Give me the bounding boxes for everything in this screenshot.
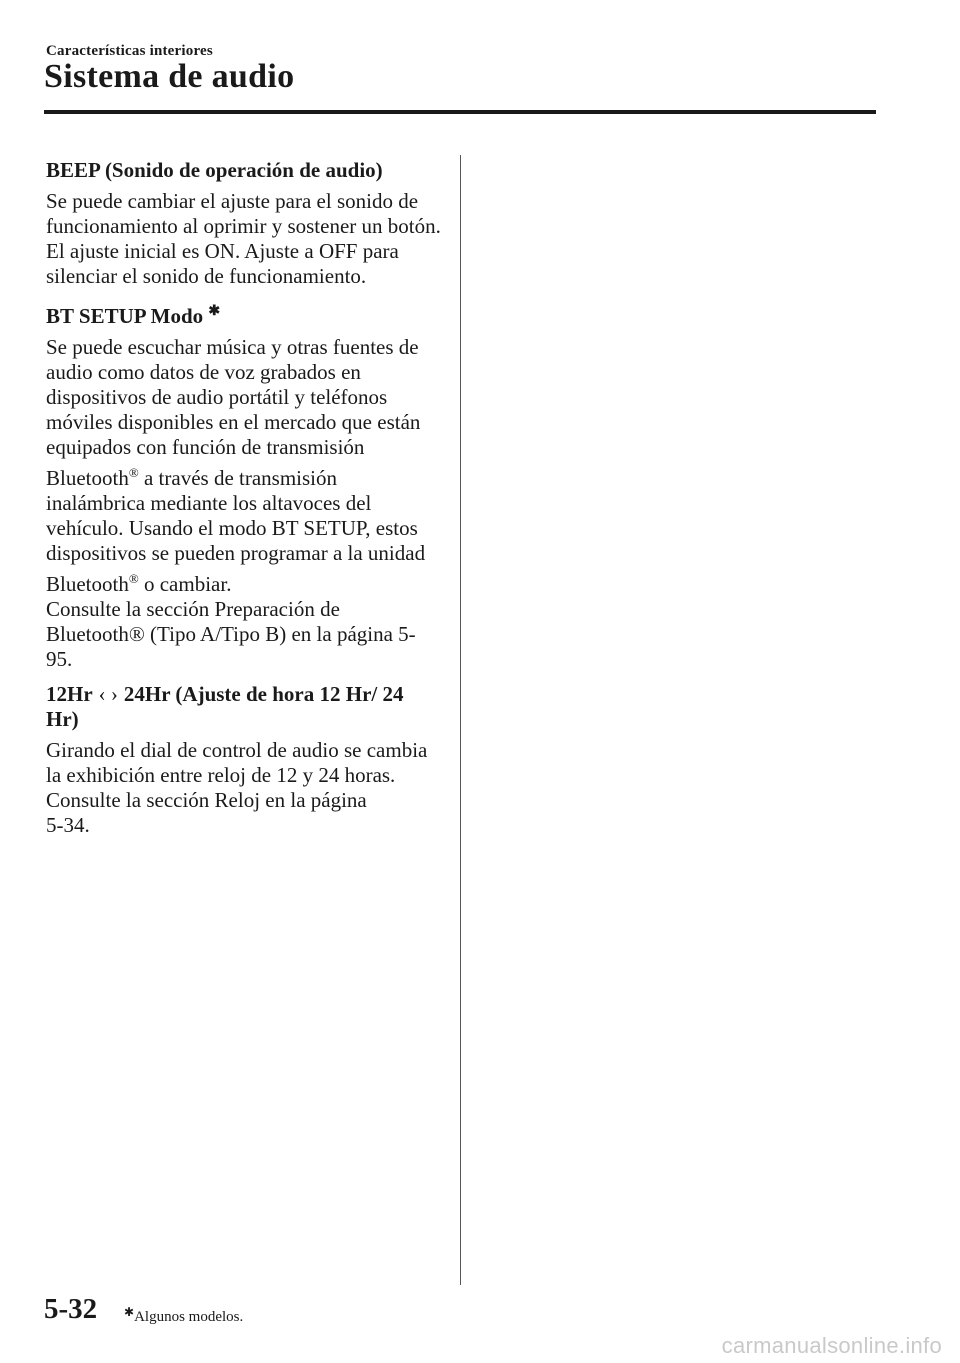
column-divider: [460, 155, 461, 1285]
bt-setup-ref-line1: Consulte la sección Preparación de: [46, 597, 340, 621]
page-number: 5-32: [44, 1293, 98, 1325]
beep-body: Se puede cambiar el ajuste para el sonido de funcionamiento al oprimir y sostener un botón. El ajuste inicial es ON. Ajuste a OFF para silenciar el sonido de funcionamiento.: [46, 189, 441, 288]
bt-setup-body-part2: a través de transmisión inalámbrica mediante los altavoces del vehículo. Usando el modo BT SETUP, estos dispositivos se pueden programar a la unidad Bluetooth: [46, 466, 426, 596]
bt-setup-body-part1: Se puede escuchar música y otras fuentes de audio como datos de voz grabados en dispositivos de audio portátil y teléfonos móviles disponibles en el mercado que están equipados con función de transmisión Bluetooth: [46, 335, 421, 490]
bt-setup-ref-line2: Bluetooth® (Tipo A/Tipo B) en la página 5-95.: [46, 622, 416, 671]
header-divider: [44, 110, 876, 114]
clock-body: Girando el dial de control de audio se cambia la exhibición entre reloj de 12 y 24 horas.: [46, 738, 428, 787]
watermark: carmanualsonline.info: [721, 1333, 942, 1358]
bt-setup-body-part3: o cambiar.: [138, 572, 232, 596]
clock-heading: [46, 682, 441, 732]
arrow-right-icon: ›: [110, 682, 118, 706]
clock-ref-line1: Consulte la sección Reloj en la página: [46, 788, 367, 812]
left-column: [46, 158, 441, 848]
beep-section: [46, 158, 441, 289]
clock-section: [46, 682, 441, 838]
clock-ref-line2: 5-34.: [46, 813, 90, 837]
arrow-left-icon: ‹: [98, 682, 106, 706]
bt-setup-body: [46, 335, 441, 597]
page-title: Sistema de audio: [44, 58, 295, 95]
footnote-text: Algunos modelos.: [134, 1309, 244, 1325]
clock-reference: [46, 788, 441, 838]
bt-setup-section: [46, 299, 441, 672]
some-models-star-icon: ✱: [208, 304, 221, 319]
registered-mark-2: ®: [128, 571, 139, 586]
beep-heading: BEEP (Sonido de operación de audio): [46, 158, 383, 182]
registered-mark-1: ®: [128, 465, 139, 480]
footnote-star-icon: ✱: [124, 1305, 135, 1319]
section-label: Características interiores: [46, 43, 213, 59]
toggle-arrows-icon: [99, 682, 118, 707]
clock-heading-left: 12Hr: [46, 682, 93, 706]
bt-setup-heading-text: BT SETUP Modo: [46, 304, 204, 328]
clock-heading-right: 24Hr (Ajuste de hora 12 Hr/ 24 Hr): [46, 682, 404, 731]
footnote: [124, 1305, 243, 1326]
bt-setup-reference: [46, 597, 441, 672]
bt-setup-heading: [46, 299, 441, 329]
